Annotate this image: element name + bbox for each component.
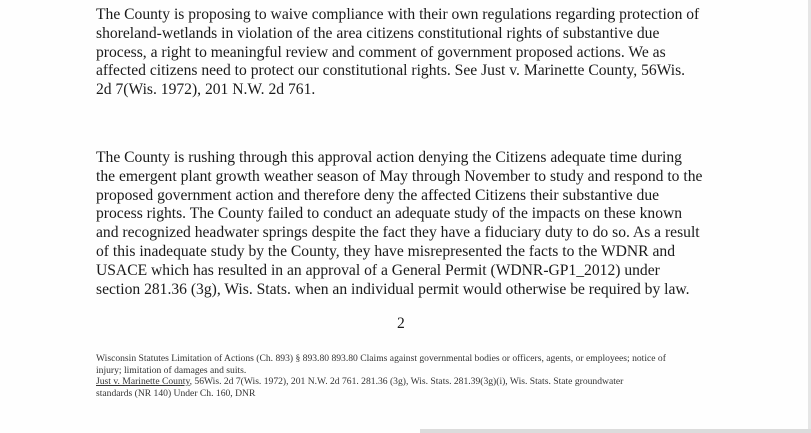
paragraph-waiver-compliance (96, 6, 796, 100)
paragraph-line: shoreland-wetlands in violation of the area citizens constitutional rights of substantive due (96, 24, 660, 42)
page-number: 2 (397, 315, 405, 332)
scan-shadow (420, 429, 811, 433)
footnote-line: Wisconsin Statutes Limitation of Actions (Ch. 893) § 893.80 893.80 Claims against governmental bodies or officers, agents, or employees; notice of (96, 353, 666, 364)
paragraph-line: The County is proposing to waive compliance with their own regulations regarding protection of (96, 6, 700, 23)
paragraph-line: affected citizens need to protect our constitutional rights. See Just v. Marinette County, 56Wis. (96, 62, 686, 80)
paragraph-line: The County is rushing through this approval action denying the Citizens adequate time during (96, 149, 682, 166)
footnotes (96, 353, 796, 399)
paragraph-line: process rights. The County failed to conduct an adequate study of the impacts on these known (96, 205, 683, 223)
paragraph-line: the emergent plant growth weather season of May through November to study and respond to the (96, 167, 703, 185)
paragraph-line: and recognized headwater springs despite the fact they have a fiduciary duty to do so. As a result (96, 224, 700, 242)
paragraph-line: proposed government action and therefore deny the affected Citizens their substantive due (96, 186, 660, 204)
paragraph-line: USACE which has resulted in an approval of a General Permit (WDNR-GP1_2012) under (96, 261, 660, 279)
footnote-line: injury; limitation of damages and suits. (96, 364, 247, 376)
paragraph-line: of this inadequate study by the County, they have misrepresented the facts to the WDNR and (96, 242, 675, 260)
paragraph-line: section 281.36 (3g), Wis. Stats. when an individual permit would otherwise be required by law. (96, 280, 690, 298)
footnote-line: standards (NR 140) Under Ch. 160, DNR (96, 387, 256, 399)
footnote-text: , 56Wis. 2d 7(Wis. 1972), 201 N.W. 2d 761. 281.36 (3g), Wis. Stats. 281.39(3g)(i), Wis. Stats. State groundwater (189, 376, 624, 388)
footnote-case-citation: Just v. Marinette County (96, 376, 190, 388)
footnote-line (96, 376, 796, 388)
paragraph-line: process, a right to meaningful review and comment of government proposed actions. We as (96, 43, 666, 61)
paragraph-rushing-approval (96, 149, 796, 299)
paragraph-line: 2d 7(Wis. 1972), 201 N.W. 2d 761. (96, 81, 316, 99)
